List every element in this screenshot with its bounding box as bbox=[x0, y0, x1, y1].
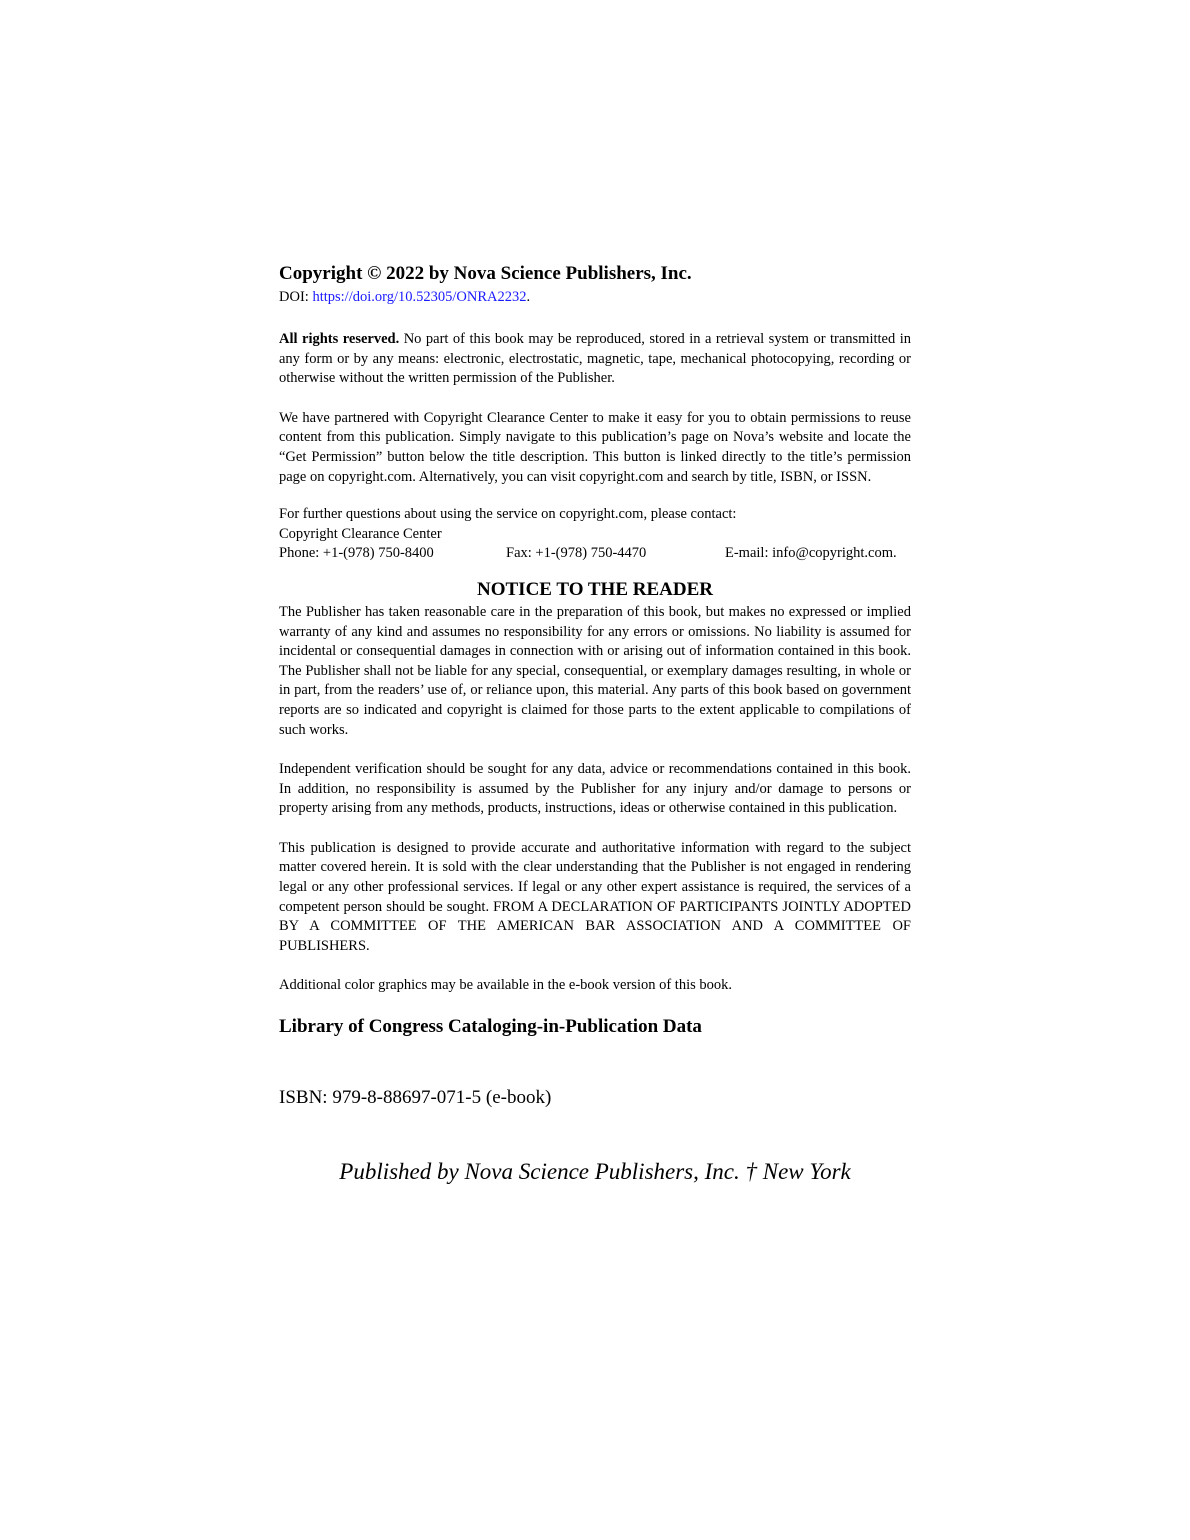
isbn-line: ISBN: 979-8-88697-071-5 (e-book) bbox=[279, 1087, 552, 1109]
doi-line bbox=[279, 287, 911, 307]
copyright-page bbox=[279, 262, 911, 1187]
published-by-line: Published by Nova Science Publishers, Inc. † New York bbox=[339, 1159, 851, 1185]
rights-paragraph bbox=[279, 330, 911, 389]
partnership-paragraph: We have partnered with Copyright Clearance Center to make it easy for you to obtain permissions to reuse content from this publication. Simply navigate to this publication’s page on Nova’s website and locate the “Get Permission” button below the title description. This button is linked directly to the title’s permission page on copyright.com. Alternatively, you can visit copyright.com and search by title, ISBN, or ISSN. bbox=[279, 409, 911, 485]
contact-fax: Fax: +1-(978) 750-4470 bbox=[506, 545, 647, 562]
notice-paragraph-graphics: Additional color graphics may be available in the e-book version of this book. bbox=[279, 977, 733, 994]
rights-bold-lead: All rights reserved. bbox=[279, 331, 400, 347]
contact-organization: Copyright Clearance Center bbox=[279, 525, 442, 542]
copyright-heading: Copyright © 2022 by Nova Science Publishers, Inc. bbox=[279, 263, 692, 284]
doi-suffix: . bbox=[526, 289, 531, 305]
rights-text: No part of this book may be reproduced, stored in a retrieval system or transmitted in any form or by any means: electronic, electrostatic, magnetic, tape, mechanical photocopying, recording or otherwise without the written permission of the Publisher. bbox=[279, 331, 911, 387]
doi-link[interactable]: https://doi.org/10.52305/ONRA2232 bbox=[312, 289, 527, 305]
cataloging-heading: Library of Congress Cataloging-in-Publication Data bbox=[279, 1016, 702, 1038]
notice-paragraph-declaration: This publication is designed to provide accurate and authoritative information with regard to the subject matter covered herein. It is sold with the clear understanding that the Publisher is not engaged in rendering legal or any other professional services. If legal or any other expert assistance is required, the services of a competent person should be sought. FROM A DECLARATION OF PARTICIPANTS JOINTLY ADOPTED BY A COMMITTEE OF THE AMERICAN BAR ASSOCIATION AND A COMMITTEE OF PUBLISHERS. bbox=[279, 839, 911, 954]
notice-paragraph-verification: Independent verification should be sought for any data, advice or recommendations contained in this book. In addition, no responsibility is assumed by the Publisher for any injury and/or damage to persons or property arising from any methods, products, instructions, ideas or otherwise contained in this publication. bbox=[279, 761, 911, 817]
contact-phone: Phone: +1-(978) 750-8400 bbox=[279, 545, 434, 562]
contact-email: E-mail: info@copyright.com. bbox=[725, 545, 897, 562]
contact-details-row bbox=[279, 544, 911, 564]
notice-heading: NOTICE TO THE READER bbox=[477, 578, 713, 600]
notice-paragraph-liability: The Publisher has taken reasonable care in the preparation of this book, but makes no expressed or implied warranty of any kind and assumes no responsibility for any errors or omissions. No liability is assumed for incidental or consequential damages in connection with or arising out of information contained in this book. The Publisher shall not be liable for any special, consequential, or exemplary damages resulting, in whole or in part, from the readers’ use of, or reliance upon, this material. Any parts of this book based on government reports are so indicated and copyright is claimed for those parts to the extent applicable to compilations of such works. bbox=[279, 603, 911, 738]
contact-intro: For further questions about using the service on copyright.com, please contact: bbox=[279, 506, 737, 523]
doi-label: DOI: bbox=[279, 289, 313, 305]
